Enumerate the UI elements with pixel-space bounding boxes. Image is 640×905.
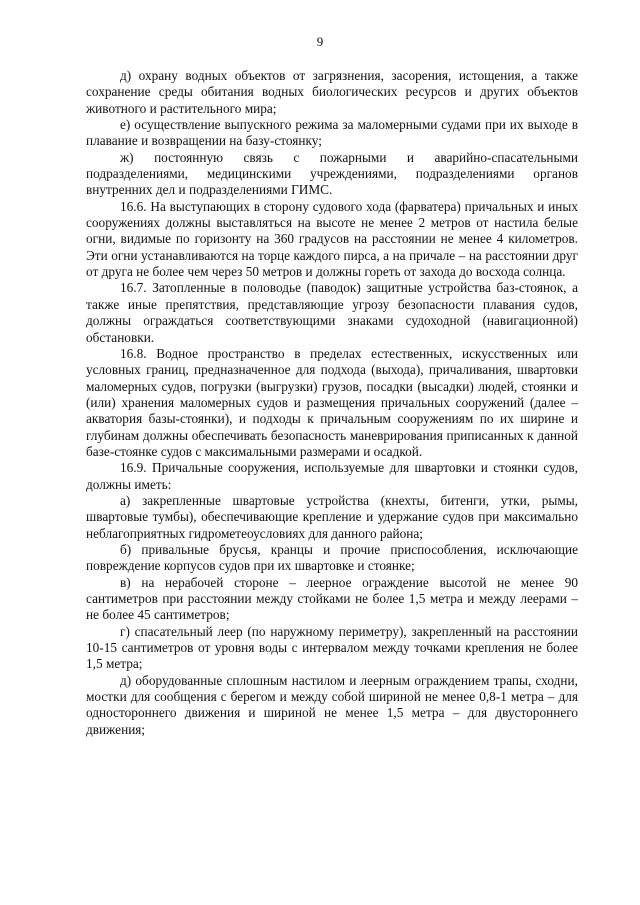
paragraph-16-7: 16.7. Затопленные в половодье (паводок) защитные устройства баз-стоянок, а также иные препятствия, представляющие угрозу безопасности плавания судов, должны ограждаться соответствующими знаками судоходной (навигационной) обстановки. <box>86 280 578 345</box>
paragraph-d-water-protection: д) охрану водных объектов от загрязнения, засорения, истощения, а также сохранение среды обитания водных биологических ресурсов и других объектов животного и растительного мира; <box>86 68 578 116</box>
body-text <box>86 68 578 738</box>
paragraph-16-9: 16.9. Причальные сооружения, используемые для швартовки и стоянки судов, должны иметь: <box>86 460 578 492</box>
page-number: 9 <box>316 34 324 49</box>
paragraph-16-6: 16.6. На выступающих в сторону судового хода (фарватера) причальных и иных сооружениях должны выставляться на высоте не менее 2 метров от настила белые огни, видимые по горизонту на 360 градусов на расстоянии не менее 4 километров. Эти огни устанавливаются на торце каждого пирса, а на причале – на расстоянии друг от друга не более чем через 50 метров и должны гореть от захода до восхода солнца. <box>86 198 578 280</box>
paragraph-d-gangways: д) оборудованные сплошным настилом и леерным ограждением трапы, сходни, мостки для сообщения с берегом и между собой шириной не менее 0,8-1 метра – для одностороннего движения и шириной не менее 1,5 метра – для двустороннего движения; <box>86 672 578 737</box>
paragraph-g-rescue-line: г) спасательный леер (по наружному периметру), закрепленный на расстоянии 10-15 сантиметров от уровня воды с интервалом между точками крепления не более 1,5 метра; <box>86 623 578 672</box>
paragraph-zh-communication: ж) постоянную связь с пожарными и аварийно-спасательными подразделениями, медицинскими учреждениями, подразделениями органов внутренних дел и подразделениями ГИМС. <box>86 149 578 198</box>
paragraph-16-8: 16.8. Водное пространство в пределах естественных, искусственных или условных границ, предназначенное для подхода (выхода), причаливания, швартовки маломерных судов, погрузки (выгрузки) грузов, посадки (высадки) людей, стоянки и (или) хранения маломерных судов и размещения причальных сооружений (далее – акватория базы-стоянки), и подходы к причальным сооружениям по их ширине и глубинам должны обеспечивать безопасность маневрирования приписанных к данной базе-стоянке судов с максимальными размерами и осадкой. <box>86 345 578 459</box>
paragraph-a-mooring-devices: а) закрепленные швартовые устройства (кнехты, битенги, утки, рымы, швартовые тумбы), обеспечивающие крепление и удержание судов при максимально неблагоприятных гидрометеоусловиях для данного района; <box>86 492 578 541</box>
paragraph-b-fenders: б) привальные брусья, кранцы и прочие приспособления, исключающие повреждение корпусов судов при их швартовке и стоянке; <box>86 541 578 574</box>
paragraph-v-railing: в) на нерабочей стороне – леерное ограждение высотой не менее 90 сантиметров при расстоянии между стойками не более 1,5 метра и между леерами – не более 45 сантиметров; <box>86 574 578 623</box>
paragraph-e-release-regime: е) осуществление выпускного режима за маломерными судами при их выходе в плавание и возвращении на базу-стоянку; <box>86 117 578 149</box>
